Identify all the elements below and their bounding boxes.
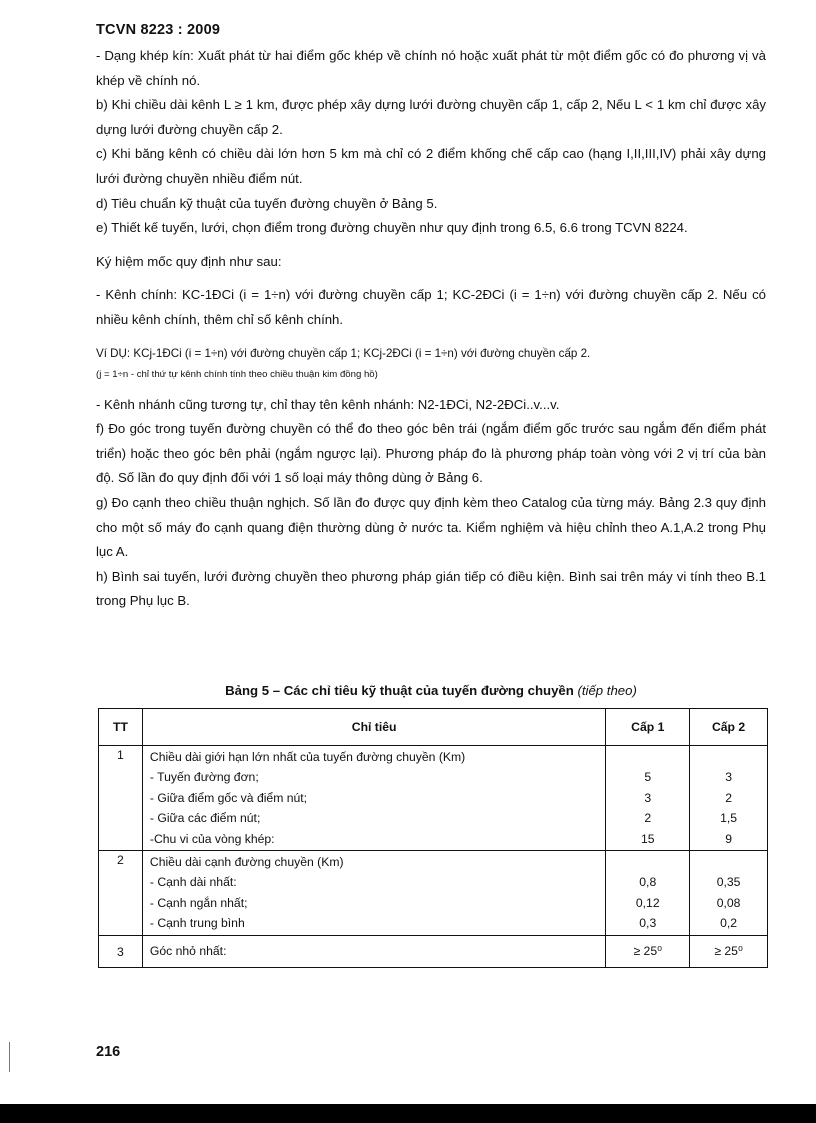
table-row bbox=[99, 850, 768, 935]
value: 1,5 bbox=[720, 811, 738, 826]
table-title bbox=[96, 683, 766, 698]
value: 0,2 bbox=[720, 916, 738, 931]
level-2-cell bbox=[690, 850, 768, 935]
table-title-suffix: (tiếp theo) bbox=[577, 683, 637, 698]
paragraph-marker-intro: Ký hiệm mốc quy định như sau: bbox=[96, 253, 282, 269]
criteria-line: - Giữa các điểm nút; bbox=[149, 811, 261, 826]
paragraph-c: c) Khi băng kênh có chiều dài lớn hơn 5 km mà chỉ có 2 điểm khống chế cấp cao (hạng I,II,III,IV) phải xây dựng lưới đường chuyền nhiều điểm nút. bbox=[96, 146, 766, 186]
paragraph-branch-channel: - Kênh nhánh cũng tương tự, chỉ thay tên kênh nhánh: N2-1ĐCi, N2-2ĐCi..v...v. bbox=[96, 396, 560, 412]
row-number: 2 bbox=[99, 850, 143, 935]
value: ≥ 25⁰ bbox=[633, 944, 663, 959]
level-1-cell bbox=[606, 746, 690, 851]
header-level-1: Cấp 1 bbox=[606, 709, 690, 746]
body-text bbox=[96, 44, 766, 614]
level-2-cell bbox=[690, 935, 768, 967]
value: ≥ 25⁰ bbox=[714, 944, 743, 959]
paragraph-h: h) Bình sai tuyến, lưới đường chuyền theo phương pháp gián tiếp có điều kiện. Bình sai trên máy vi tính theo B.1 trong Phụ lục B. bbox=[96, 568, 766, 609]
paragraph-main-channel: - Kênh chính: KC-1ĐCi (i = 1÷n) với đường chuyền cấp 1; KC-2ĐCi (i = 1÷n) với đường chuyền cấp 2. Nếu có nhiều kênh chính, thêm chỉ số kênh chính. bbox=[96, 287, 766, 327]
row-number: 1 bbox=[99, 746, 143, 851]
criteria-line: Góc nhỏ nhất: bbox=[149, 944, 227, 959]
level-1-cell bbox=[606, 850, 690, 935]
header-tt: TT bbox=[99, 709, 143, 746]
value: 0,8 bbox=[639, 875, 657, 890]
level-2-cell bbox=[690, 746, 768, 851]
paragraph-closed-form: - Dạng khép kín: Xuất phát từ hai điểm gốc khép về chính nó hoặc xuất phát từ một điểm gốc có đo phương vị và khép về chính nó. bbox=[96, 48, 766, 88]
value: 0,08 bbox=[716, 895, 741, 910]
page-number: 216 bbox=[96, 1044, 121, 1060]
table-row bbox=[99, 746, 768, 851]
table-title-text: Bảng 5 – Các chỉ tiêu kỹ thuật của tuyến đường chuyền bbox=[225, 683, 574, 698]
value: 2 bbox=[644, 811, 652, 826]
spec-table bbox=[98, 708, 768, 968]
paragraph-f: f) Đo góc trong tuyến đường chuyền có thể đo theo góc bên trái (ngắm điểm gốc trước sau ngắm đến điểm phát triển) hoặc theo góc bên phải (ngắm ngược lại). Phương pháp đo là phương pháp toàn vòng với 2 vị trí của bàn độ. Số lần đo quy định đối với 1 số loại máy thông dùng ở Bảng 6. bbox=[96, 421, 766, 486]
scan-bottom-edge bbox=[0, 1104, 816, 1123]
header-level-2: Cấp 2 bbox=[690, 709, 768, 746]
criteria-cell bbox=[142, 746, 605, 851]
value: 3 bbox=[725, 770, 732, 785]
document-header: TCVN 8223 : 2009 bbox=[96, 22, 221, 38]
paragraph-g: g) Đo cạnh theo chiều thuận nghịch. Số lần đo được quy định kèm theo Catalog của từng máy. Bảng 2.3 quy định cho một số máy đo cạnh quang điện thường dùng ở nước ta. Kiểm nghiệm và hiệu chỉnh theo A.1,A.2 trong Phụ lục A. bbox=[96, 494, 766, 560]
criteria-cell bbox=[142, 850, 605, 935]
value: 15 bbox=[640, 831, 655, 846]
scan-margin-line bbox=[9, 1042, 10, 1072]
value: 9 bbox=[725, 831, 732, 846]
paragraph-example-note: (j = 1÷n - chỉ thứ tự kênh chính tính theo chiều thuận kim đồng hồ) bbox=[96, 368, 378, 380]
table-header-row bbox=[99, 709, 768, 746]
value: 5 bbox=[644, 770, 652, 785]
header-criteria: Chỉ tiêu bbox=[142, 709, 605, 746]
criteria-line: Chiều dài cạnh đường chuyền (Km) bbox=[149, 854, 344, 869]
criteria-line: -Chu vi của vòng khép: bbox=[149, 831, 275, 846]
value: 0,3 bbox=[639, 916, 657, 931]
row-number: 3 bbox=[99, 935, 143, 967]
value: 0,12 bbox=[635, 895, 660, 910]
value bbox=[607, 747, 688, 767]
criteria-line: Chiều dài giới hạn lớn nhất của tuyến đường chuyền (Km) bbox=[149, 750, 466, 764]
criteria-cell bbox=[142, 935, 605, 967]
paragraph-example: Ví DỤ: KCj-1ĐCi (i = 1÷n) với đường chuyền cấp 1; KCj-2ĐCi (i = 1÷n) với đường chuyền cấp 2. bbox=[96, 346, 591, 360]
paragraph-d: d) Tiêu chuẩn kỹ thuật của tuyến đường chuyền ở Bảng 5. bbox=[96, 195, 438, 211]
table-row bbox=[99, 935, 768, 967]
criteria-line: - Tuyến đường đơn; bbox=[149, 770, 259, 785]
value: 0,35 bbox=[716, 875, 741, 890]
criteria-line: - Cạnh dài nhất: bbox=[149, 875, 237, 890]
level-1-cell bbox=[606, 935, 690, 967]
value: 3 bbox=[644, 790, 652, 805]
paragraph-b: b) Khi chiều dài kênh L ≥ 1 km, được phép xây dựng lưới đường chuyền cấp 1, cấp 2, Nếu L < 1 km chỉ được xây dựng lưới đường chuyền cấp 2. bbox=[96, 97, 766, 137]
paragraph-e: e) Thiết kế tuyến, lưới, chọn điểm trong đường chuyền như quy định trong 6.5, 6.6 trong TCVN 8224. bbox=[96, 220, 688, 236]
value bbox=[691, 852, 766, 872]
criteria-line: - Cạnh ngắn nhất; bbox=[149, 895, 248, 910]
criteria-line: - Cạnh trung bình bbox=[149, 916, 245, 931]
value bbox=[691, 747, 766, 767]
value: 2 bbox=[725, 790, 732, 805]
criteria-line: - Giữa điểm gốc và điểm nút; bbox=[149, 790, 308, 805]
value bbox=[607, 852, 688, 872]
